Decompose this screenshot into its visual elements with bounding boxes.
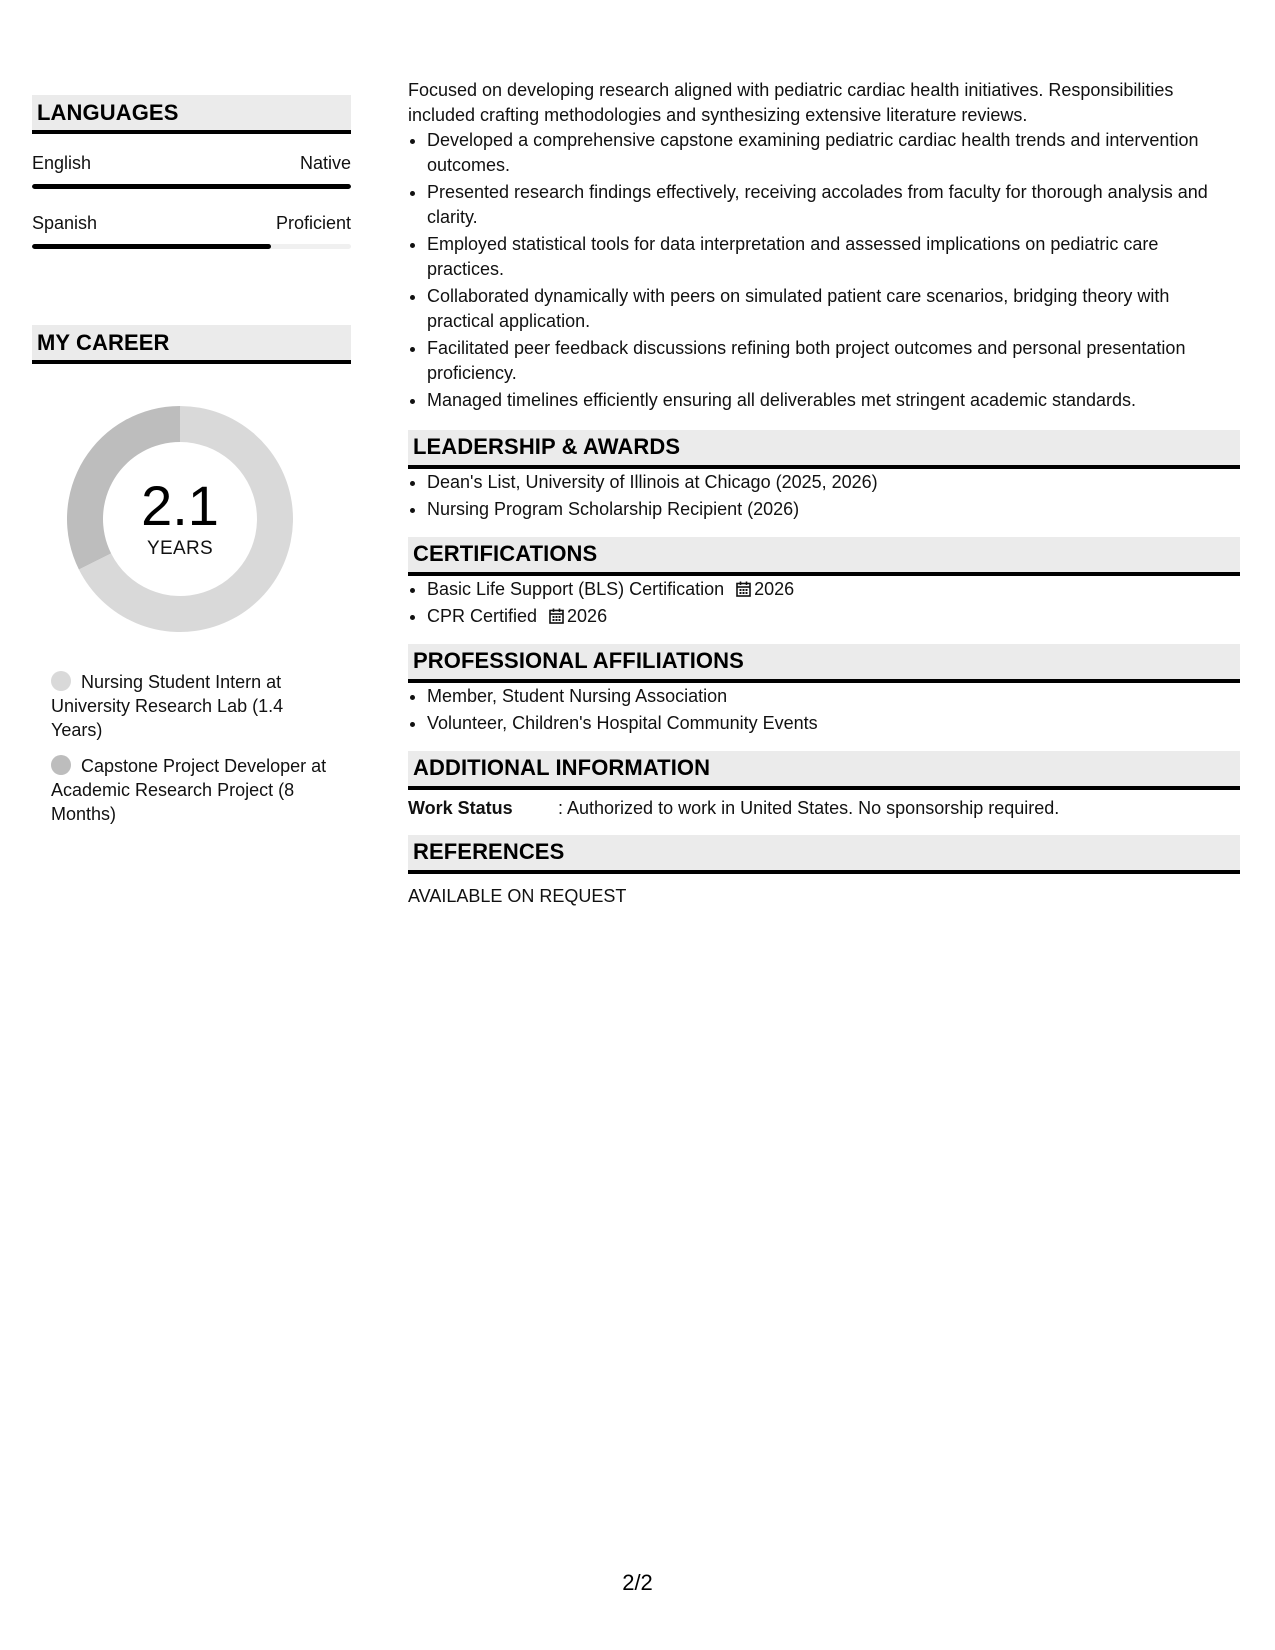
list-item: • Nursing Program Scholarship Recipient (2026): [427, 497, 1240, 522]
legend-item: [51, 754, 331, 826]
language-level: Native: [299, 153, 351, 173]
additional-info-header: [408, 751, 1240, 790]
language-item-spanish: [32, 213, 351, 249]
language-row: [32, 153, 351, 174]
certification-item: [427, 604, 1240, 629]
additional-info-title: ADDITIONAL INFORMATION: [413, 754, 711, 780]
list-item: • Developed a comprehensive capstone examining pediatric cardiac health trends and intervention outcomes.: [427, 128, 1240, 177]
list-item: • Dean's List, University of Illinois at Chicago (2025, 2026): [427, 470, 1240, 495]
language-proficiency-bar: [32, 244, 351, 249]
certification-name: Basic Life Support (BLS) Certification: [427, 578, 725, 599]
experience-intro: Focused on developing research aligned with pediatric cardiac health initiatives. Responsibilities included crafting methodologies and synthesizing extensive literature reviews.: [408, 80, 1174, 125]
references-title: REFERENCES: [413, 839, 565, 865]
career-header: [32, 325, 351, 364]
career-total-value: 2.1: [141, 474, 219, 537]
certification-name: CPR Certified: [427, 606, 538, 626]
language-level: Proficient: [275, 213, 351, 233]
list-item: • Managed timelines efficiently ensuring all deliverables met stringent academic standards.: [427, 388, 1240, 413]
work-status-label: Work Status: [408, 797, 513, 818]
list-item: • Presented research findings effectively, receiving accolades from faculty for thorough analysis and clarity.: [427, 180, 1240, 229]
leadership-list: [408, 470, 1240, 522]
legend-label: Capstone Project Developer at Academic Research Project (8 Months): [51, 756, 327, 824]
page-number: 2/2: [622, 1570, 653, 1595]
experience-bullets: [408, 128, 1240, 413]
language-name: English: [32, 153, 92, 173]
career-legend: [51, 670, 331, 826]
languages-header: [32, 95, 351, 134]
legend-item: [51, 670, 331, 742]
right-column: [408, 78, 1240, 909]
list-item: • Volunteer, Children's Hospital Community Events: [427, 711, 1240, 736]
career-title: MY CAREER: [37, 329, 170, 355]
left-column: [32, 95, 351, 838]
certifications-title: CERTIFICATIONS: [413, 540, 598, 566]
certifications-header: [408, 537, 1240, 576]
donut-center: [67, 474, 293, 560]
career-total-unit: YEARS: [147, 538, 213, 559]
language-name: Spanish: [32, 213, 98, 233]
language-proficiency-bar: [32, 184, 351, 189]
leadership-title: LEADERSHIP & AWARDS: [413, 433, 681, 459]
work-status-row: [408, 796, 1240, 821]
legend-dot: [51, 671, 71, 691]
languages-title: LANGUAGES: [37, 99, 179, 125]
list-item: • Member, Student Nursing Association: [427, 684, 1240, 709]
affiliations-list: [408, 684, 1240, 736]
calendar-icon: [736, 581, 751, 597]
certifications-list: [408, 577, 1240, 629]
references-header: [408, 835, 1240, 874]
language-row: [32, 213, 351, 234]
certification-item: [427, 577, 1240, 602]
references-text: AVAILABLE ON REQUEST: [408, 886, 627, 906]
list-item: • Collaborated dynamically with peers on simulated patient care scenarios, bridging theory with practical application.: [427, 284, 1240, 333]
certification-year: 2026: [754, 578, 795, 599]
affiliations-title: PROFESSIONAL AFFILIATIONS: [413, 647, 744, 673]
leadership-header: [408, 430, 1240, 469]
list-item: • Employed statistical tools for data interpretation and assessed implications on pediatric care practices.: [427, 232, 1240, 281]
work-status-value: : Authorized to work in United States. No sponsorship required.: [558, 797, 1060, 818]
legend-label: Nursing Student Intern at University Research Lab (1.4 Years): [51, 672, 284, 740]
affiliations-header: [408, 644, 1240, 683]
certification-year: 2026: [567, 606, 608, 626]
list-item: • Facilitated peer feedback discussions refining both project outcomes and personal presentation proficiency.: [427, 336, 1240, 385]
calendar-icon: [549, 608, 564, 624]
language-proficiency-fill: [32, 244, 271, 249]
language-proficiency-fill: [32, 184, 351, 189]
legend-dot: [51, 755, 71, 775]
language-item-english: [32, 153, 351, 189]
career-donut-chart: [67, 406, 293, 632]
